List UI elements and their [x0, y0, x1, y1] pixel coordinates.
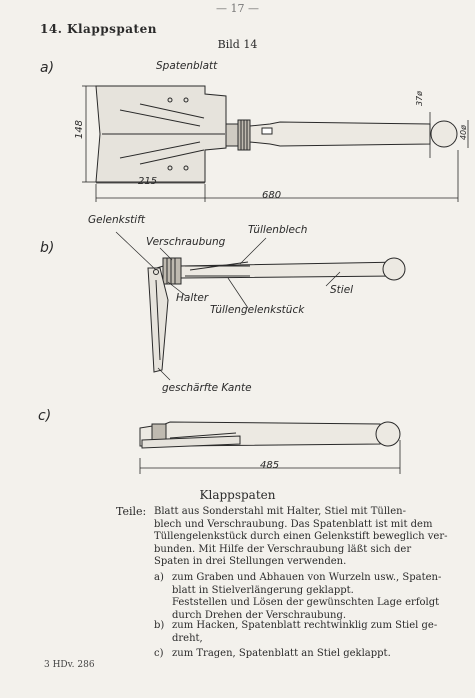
figure-c-drawing [140, 422, 400, 448]
teile-line: blech und Verschraubung. Das Spatenblatt ist mit dem [154, 518, 433, 530]
label-stiel: Stiel [330, 284, 354, 296]
teile-label: Teile: [116, 505, 147, 518]
figure-caption: Bild 14 [217, 38, 258, 51]
label-geschaerfte-kante: geschärfte Kante [162, 382, 252, 394]
item-c-line: zum Tragen, Spatenblatt an Stiel geklappt. [172, 648, 391, 659]
item-b-marker: b) [154, 620, 165, 631]
dim-handle-37: 37ø [415, 90, 425, 107]
dim-height-148: 148 [74, 119, 86, 140]
dim-total-485: 485 [260, 460, 280, 471]
figure-c-label: c) [38, 408, 52, 424]
figure-a-spade-blade [96, 86, 226, 182]
dim-blade-215: 215 [138, 176, 158, 187]
item-a-line: Feststellen und Lösen der gewünschten Lage erfolgt [172, 597, 440, 608]
dim-knob-40: 40ø [459, 124, 469, 141]
item-c-marker: c) [154, 648, 164, 659]
teile-line: Blatt aus Sonderstahl mit Halter, Stiel mit Tüllen- [154, 506, 406, 517]
teile-line: Tüllengelenkstück durch einen Gelenkstift beweglich ver- [154, 531, 448, 542]
item-a-marker: a) [154, 572, 164, 583]
item-a-line: blatt in Stielverlängerung geklappt. [172, 584, 354, 596]
figure-a-handle [226, 120, 457, 150]
item-b-line: zum Hacken, Spatenblatt rechtwinklig zum Stiel ge- [172, 620, 438, 631]
item-a-line: zum Graben und Abhauen von Wurzeln usw., Spaten- [172, 572, 442, 583]
figure-b-label: b) [40, 240, 55, 256]
item-c-text [172, 648, 457, 661]
label-spatenblatt: Spatenblatt [156, 60, 218, 72]
teile-paragraph [154, 506, 454, 569]
item-a-line: durch Drehen der Verschraubung. [172, 609, 347, 621]
label-verschraubung: Verschraubung [146, 236, 226, 248]
footer-reference: 3 HDv. 286 [44, 660, 95, 670]
item-b-line: dreht, [172, 632, 203, 644]
dim-total-680: 680 [262, 190, 282, 201]
teile-line: Spaten in drei Stellungen verwenden. [154, 556, 347, 567]
item-b-text [172, 620, 457, 645]
label-halter: Halter [176, 292, 209, 304]
section-title: 14. Klappspaten [40, 22, 157, 36]
description-title: Klappspaten [199, 488, 276, 502]
label-tullengelenkstuck: Tüllengelenkstück [210, 304, 305, 316]
figure-a-label: a) [40, 60, 55, 76]
label-tullenblech: Tüllenblech [248, 224, 308, 236]
page-number: — 17 — [216, 2, 259, 15]
label-gelenkstift: Gelenkstift [88, 214, 146, 226]
teile-line: bunden. Mit Hilfe der Verschraubung läßt sich der [154, 543, 412, 555]
item-a-text [172, 572, 457, 622]
